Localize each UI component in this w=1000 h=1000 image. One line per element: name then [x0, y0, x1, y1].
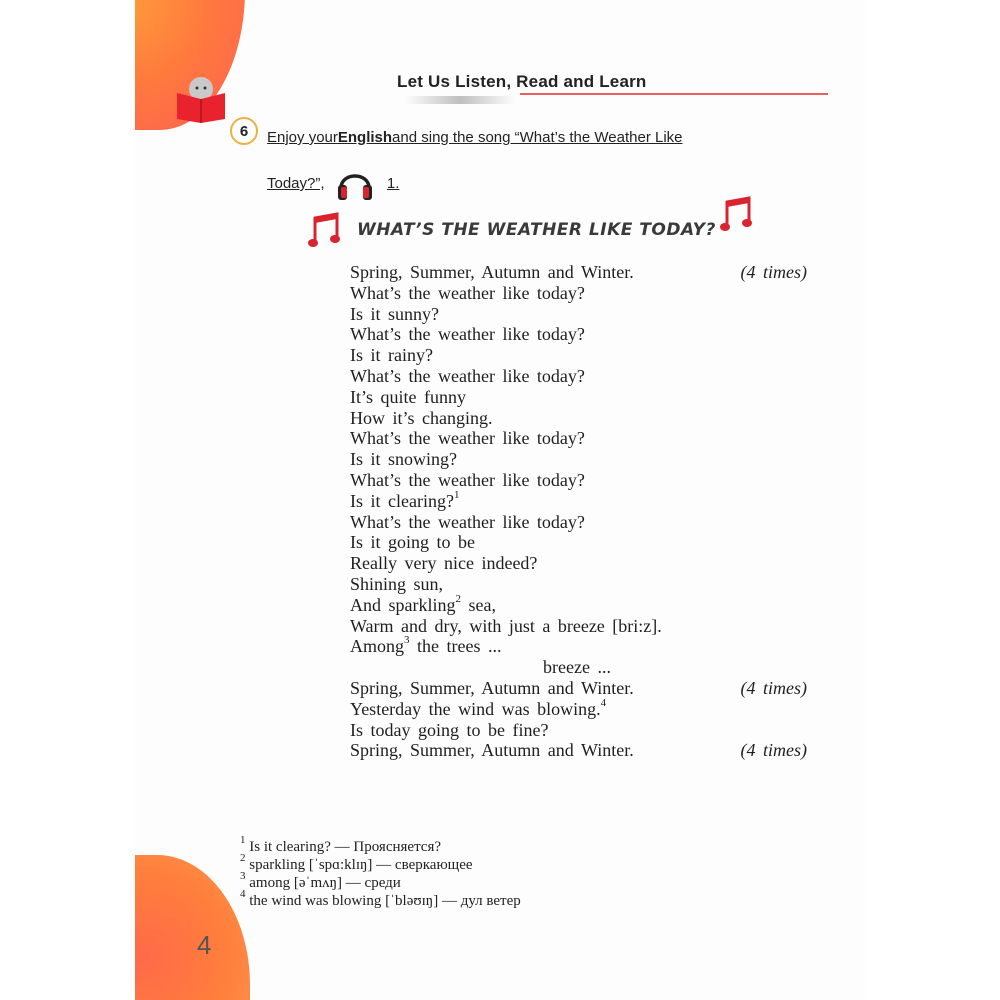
- footnote: $^2$ sparkling [ˈspɑ:klɪŋ] — сверкающее: [240, 852, 473, 873]
- lyric-line: Is it snowing?: [350, 449, 457, 470]
- audio-track-number[interactable]: 1.: [386, 175, 400, 192]
- lyric-line: What’s the weather like today?: [350, 469, 585, 490]
- lyric-line: Is it clearing?$^1$: [350, 488, 460, 511]
- lyric-line: Shining sun,: [350, 573, 444, 594]
- music-note-icon: [307, 210, 343, 250]
- lyric-line: Spring, Summer, Autumn and Winter. (4 times): [350, 262, 807, 282]
- lyric-line: What’s the weather like today?: [350, 428, 585, 449]
- footnote-ref: 2: [455, 592, 461, 605]
- lyric-line: breeze ...: [543, 657, 611, 678]
- footnote: $^1$ Is it clearing? — Проясняется?: [240, 834, 442, 855]
- section-title: Let Us Listen, Read and Learn: [397, 72, 647, 91]
- task-number-badge: 6: [230, 117, 258, 145]
- lyric-line: Warm and dry, with just a breeze [bri:z].: [350, 615, 662, 636]
- lyric-line: What’s the weather like today?: [350, 282, 585, 303]
- page-number: 4: [197, 930, 212, 960]
- footnotes: [240, 834, 660, 910]
- reading-book-icon: [173, 75, 229, 123]
- lyric-line: Really very nice indeed?: [350, 553, 538, 574]
- song-lyrics: [350, 262, 820, 761]
- task-text-part2: and sing the song “What’s the Weather Like: [392, 129, 683, 146]
- lyric-line: What’s the weather like today?: [350, 365, 585, 386]
- footnote: $^3$ among [əˈmʌŋ] — среди: [240, 870, 401, 891]
- song-title: WHAT’S THE WEATHER LIKE TODAY?: [357, 220, 716, 240]
- lyric-line: Is today going to be fine?: [350, 719, 549, 740]
- lyric-line: Is it rainy?: [350, 345, 433, 366]
- lyric-line: What’s the weather like today?: [350, 511, 585, 532]
- footnote-ref: 1: [453, 488, 460, 501]
- header-shadow: [405, 96, 515, 104]
- header-divider: [520, 93, 828, 95]
- task-text-part1: Enjoy your: [267, 129, 338, 146]
- task-text-bold: English: [337, 129, 393, 146]
- task-text-part3: Today?”,: [267, 175, 325, 192]
- lyric-line: How it’s changing.: [350, 407, 493, 428]
- task-line-1: [267, 115, 827, 161]
- orange-decoration-bottom: [135, 855, 250, 1000]
- lyric-line: Spring, Summer, Autumn and Winter. (4 times): [350, 740, 807, 761]
- footnote: $^4$ the wind was blowing [ˈbləʊɪŋ] — дул ветер: [240, 888, 521, 909]
- lyric-line: Among$^3$ the trees ...: [350, 634, 502, 657]
- lyric-line: And sparkling$^2$ sea,: [350, 592, 496, 615]
- lyric-line: Is it sunny?: [350, 303, 439, 324]
- lyric-line: It’s quite funny: [350, 386, 466, 407]
- footnote-ref: 4: [600, 696, 607, 709]
- footnote-ref: 3: [404, 634, 410, 647]
- lyric-line: What’s the weather like today?: [350, 324, 585, 345]
- textbook-page: [135, 0, 865, 1000]
- lyric-line: Spring, Summer, Autumn and Winter. (4 times): [350, 677, 807, 698]
- song-title-row: [307, 192, 757, 252]
- lyric-line: Yesterday the wind was blowing.$^4$: [350, 696, 607, 719]
- lyric-line: Is it going to be: [350, 532, 475, 553]
- music-note-icon: [719, 194, 755, 234]
